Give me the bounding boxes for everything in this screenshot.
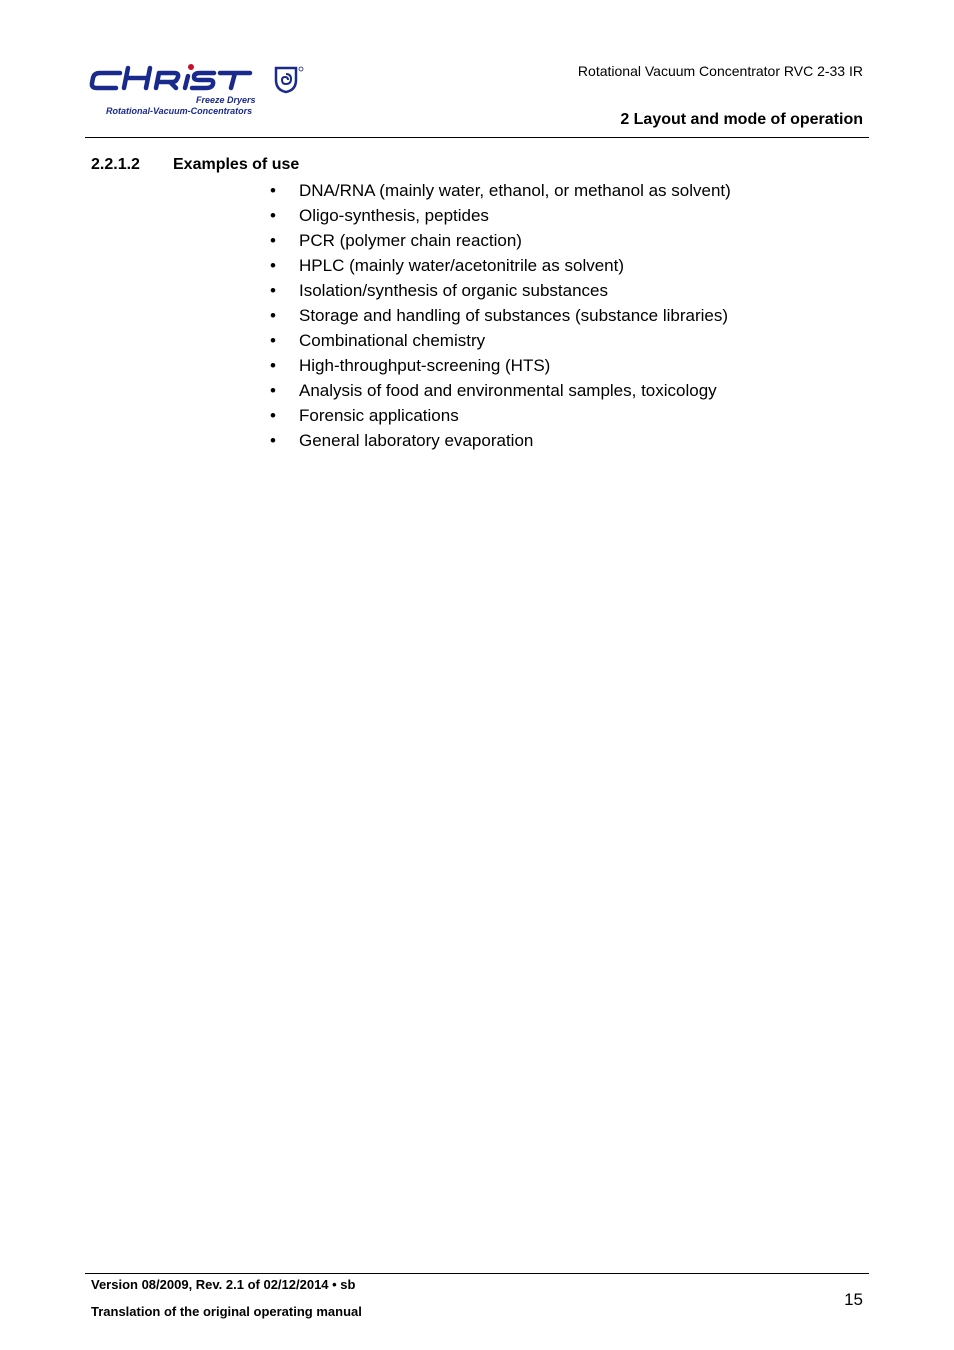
section-number: 2.2.1.2 <box>91 156 140 173</box>
bullet-icon: • <box>270 431 276 450</box>
bullet-icon: • <box>270 331 276 350</box>
page-number: 15 <box>844 1290 863 1309</box>
list-item <box>270 228 731 253</box>
list-item <box>270 278 731 303</box>
list-item-text: DNA/RNA (mainly water, ethanol, or methanol as solvent) <box>299 181 731 200</box>
footer-divider <box>85 1273 869 1274</box>
list-item <box>270 178 731 203</box>
footer-version: Version 08/2009, Rev. 2.1 of 02/12/2014 • sb <box>91 1277 356 1292</box>
list-item-text: PCR (polymer chain reaction) <box>299 231 522 250</box>
footer-translation-note: Translation of the original operating manual <box>91 1304 362 1319</box>
bullet-icon: • <box>270 206 276 225</box>
section-title: Examples of use <box>173 156 300 173</box>
spiral-emblem-icon <box>276 67 303 92</box>
list-item <box>270 253 731 278</box>
bullet-icon: • <box>270 281 276 300</box>
bullet-icon: • <box>270 356 276 375</box>
header-product-name: Rotational Vacuum Concentrator RVC 2-33 IR <box>577 63 863 79</box>
header-chapter-title: 2 Layout and mode of operation <box>620 111 863 128</box>
list-item <box>270 203 731 228</box>
list-item-text: Analysis of food and environmental samples, toxicology <box>299 381 717 400</box>
bullet-icon: • <box>270 181 276 200</box>
logo-subtitle-concentrators: Rotational-Vacuum-Concentrators <box>106 106 253 116</box>
list-item-text: Forensic applications <box>299 406 459 425</box>
examples-list <box>270 178 731 453</box>
header-divider <box>85 137 869 138</box>
logo-subtitle-freeze-dryers: Freeze Dryers <box>196 95 256 105</box>
list-item <box>270 428 731 453</box>
bullet-icon: • <box>270 406 276 425</box>
christ-logo <box>88 60 318 120</box>
section-heading <box>91 155 299 175</box>
bullet-icon: • <box>270 256 276 275</box>
list-item-text: General laboratory evaporation <box>299 431 534 450</box>
bullet-icon: • <box>270 231 276 250</box>
list-item-text: Storage and handling of substances (substance libraries) <box>299 306 729 325</box>
bullet-icon: • <box>270 381 276 400</box>
list-item <box>270 328 731 353</box>
list-item <box>270 303 731 328</box>
list-item <box>270 378 731 403</box>
list-item-text: Combinational chemistry <box>299 331 486 350</box>
list-item-text: High-throughput-screening (HTS) <box>299 356 551 375</box>
bullet-icon: • <box>270 306 276 325</box>
list-item-text: HPLC (mainly water/acetonitrile as solvent) <box>299 256 625 275</box>
christ-wordmark-logo <box>88 60 318 96</box>
list-item-text: Oligo-synthesis, peptides <box>299 206 489 225</box>
list-item <box>270 353 731 378</box>
list-item-text: Isolation/synthesis of organic substances <box>299 281 609 300</box>
list-item <box>270 403 731 428</box>
